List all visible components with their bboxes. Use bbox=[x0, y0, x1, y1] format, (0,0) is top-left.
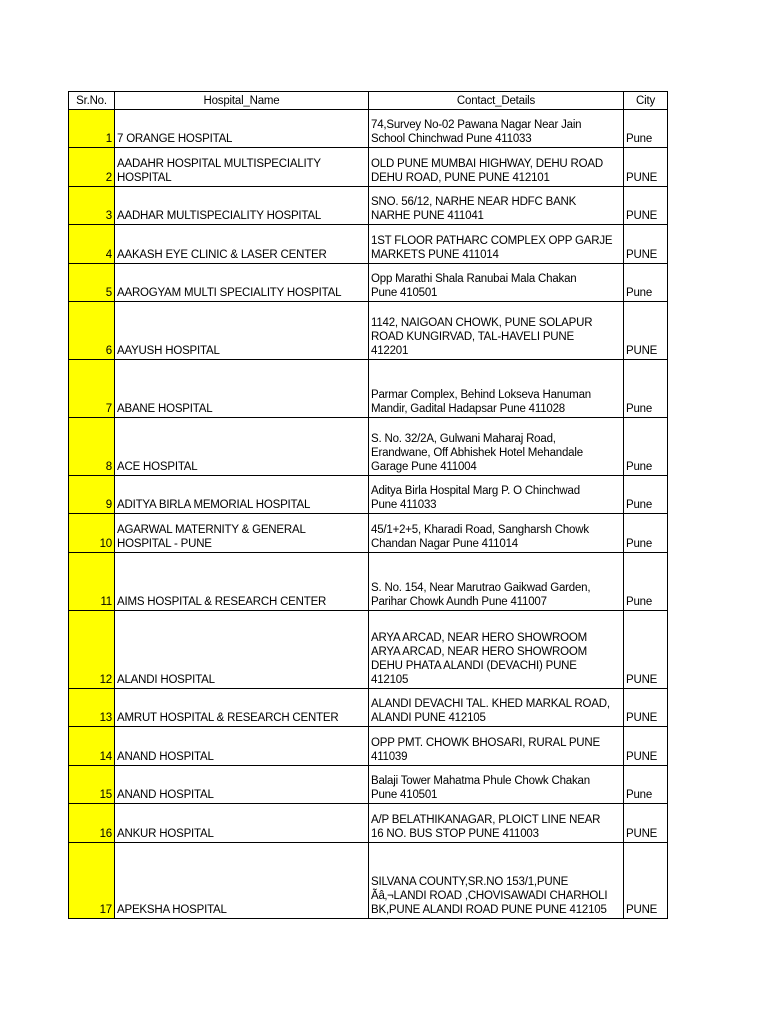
table-row bbox=[69, 727, 668, 766]
cell-contact-details[interactable] bbox=[369, 476, 624, 514]
hospital-name-line: AGARWAL MATERNITY & GENERAL bbox=[117, 524, 306, 536]
cell-hospital-name[interactable] bbox=[115, 418, 369, 476]
header-contact-details[interactable]: Contact_Details bbox=[369, 92, 624, 110]
cell-sr-no[interactable]: 3 bbox=[69, 187, 115, 225]
contact-line: ALANDI DEVACHI TAL. KHED MARKAL ROAD, bbox=[371, 698, 610, 710]
hospital-name-line: ABANE HOSPITAL bbox=[117, 403, 213, 415]
cell-sr-no[interactable]: 5 bbox=[69, 264, 115, 302]
contact-line: DEHU PHATA ALANDI (DEVACHI) PUNE bbox=[371, 660, 577, 672]
cell-city[interactable]: PUNE bbox=[624, 148, 668, 187]
table-row bbox=[69, 302, 668, 360]
cell-sr-no[interactable]: 16 bbox=[69, 804, 115, 843]
hospital-name-line: AIMS HOSPITAL & RESEARCH CENTER bbox=[117, 596, 327, 608]
contact-line: Parmar Complex, Behind Lokseva Hanuman bbox=[371, 389, 591, 401]
hospital-name-line: AAKASH EYE CLINIC & LASER CENTER bbox=[117, 249, 327, 261]
cell-contact-details[interactable] bbox=[369, 553, 624, 611]
table-row bbox=[69, 148, 668, 187]
table-row bbox=[69, 476, 668, 514]
contact-line: ALANDI PUNE 412105 bbox=[371, 712, 486, 724]
cell-hospital-name[interactable] bbox=[115, 110, 369, 148]
cell-city[interactable]: Pune bbox=[624, 766, 668, 804]
contact-line: OPP PMT. CHOWK BHOSARI, RURAL PUNE bbox=[371, 737, 600, 749]
contact-line: Mandir, Gadital Hadapsar Pune 411028 bbox=[371, 403, 565, 415]
cell-hospital-name[interactable] bbox=[115, 264, 369, 302]
table-row bbox=[69, 843, 668, 919]
contact-line: Garage Pune 411004 bbox=[371, 461, 477, 473]
cell-city[interactable]: Pune bbox=[624, 264, 668, 302]
cell-sr-no[interactable]: 7 bbox=[69, 360, 115, 418]
header-hospital-name[interactable]: Hospital_Name bbox=[115, 92, 369, 110]
cell-sr-no[interactable]: 17 bbox=[69, 843, 115, 919]
contact-line: School Chinchwad Pune 411033 bbox=[371, 133, 532, 145]
hospital-name-line: ANAND HOSPITAL bbox=[117, 789, 214, 801]
table-row bbox=[69, 225, 668, 264]
contact-line: NARHE PUNE 411041 bbox=[371, 210, 484, 222]
cell-sr-no[interactable]: 8 bbox=[69, 418, 115, 476]
hospital-name-line: HOSPITAL - PUNE bbox=[117, 538, 212, 550]
table-row bbox=[69, 514, 668, 553]
contact-line: SNO. 56/12, NARHE NEAR HDFC BANK bbox=[371, 196, 577, 208]
table-row bbox=[69, 766, 668, 804]
contact-line: Ãâ‚¬LANDI ROAD ,CHOVISAWADI CHARHOLI bbox=[371, 890, 608, 902]
hospital-name-line: 7 ORANGE HOSPITAL bbox=[117, 133, 233, 145]
cell-city[interactable]: Pune bbox=[624, 360, 668, 418]
hospital-name-line: ANAND HOSPITAL bbox=[117, 751, 214, 763]
cell-hospital-name[interactable] bbox=[115, 360, 369, 418]
hospital-name-line: AADAHR HOSPITAL MULTISPECIALITY bbox=[117, 158, 321, 170]
contact-line: 1ST FLOOR PATHARC COMPLEX OPP GARJE bbox=[371, 235, 613, 247]
table-row bbox=[69, 110, 668, 148]
cell-hospital-name[interactable] bbox=[115, 148, 369, 187]
contact-line: DEHU ROAD, PUNE PUNE 412101 bbox=[371, 172, 550, 184]
contact-line: Aditya Birla Hospital Marg P. O Chinchwad bbox=[371, 485, 580, 497]
cell-sr-no[interactable]: 12 bbox=[69, 611, 115, 689]
cell-sr-no[interactable]: 10 bbox=[69, 514, 115, 553]
cell-hospital-name[interactable] bbox=[115, 302, 369, 360]
header-sr-no[interactable]: Sr.No. bbox=[69, 92, 115, 110]
contact-line: S. No. 154, Near Marutrao Gaikwad Garden, bbox=[371, 582, 591, 594]
cell-sr-no[interactable]: 1 bbox=[69, 110, 115, 148]
cell-contact-details[interactable] bbox=[369, 418, 624, 476]
contact-line: Balaji Tower Mahatma Phule Chowk Chakan bbox=[371, 775, 590, 787]
hospital-name-line: AAYUSH HOSPITAL bbox=[117, 345, 220, 357]
cell-hospital-name[interactable] bbox=[115, 843, 369, 919]
cell-hospital-name[interactable] bbox=[115, 727, 369, 766]
contact-line: 412105 bbox=[371, 674, 409, 686]
contact-line: 411039 bbox=[371, 751, 408, 763]
cell-contact-details[interactable] bbox=[369, 264, 624, 302]
cell-city[interactable]: PUNE bbox=[624, 804, 668, 843]
table-row bbox=[69, 804, 668, 843]
cell-contact-details[interactable] bbox=[369, 689, 624, 727]
cell-city[interactable]: Pune bbox=[624, 110, 668, 148]
contact-line: ARYA ARCAD, NEAR HERO SHOWROOM bbox=[371, 646, 587, 658]
hospital-name-line: AMRUT HOSPITAL & RESEARCH CENTER bbox=[117, 712, 339, 724]
table-row bbox=[69, 611, 668, 689]
cell-sr-no[interactable]: 14 bbox=[69, 727, 115, 766]
cell-city[interactable]: PUNE bbox=[624, 843, 668, 919]
contact-line: A/P BELATHIKANAGAR, PLOICT LINE NEAR bbox=[371, 814, 601, 826]
table-row bbox=[69, 264, 668, 302]
hospital-name-line: HOSPITAL bbox=[117, 172, 172, 184]
contact-line: 16 NO. BUS STOP PUNE 411003 bbox=[371, 828, 539, 840]
cell-hospital-name[interactable] bbox=[115, 689, 369, 727]
cell-hospital-name[interactable] bbox=[115, 476, 369, 514]
table-row bbox=[69, 360, 668, 418]
cell-sr-no[interactable]: 4 bbox=[69, 225, 115, 264]
cell-sr-no[interactable]: 9 bbox=[69, 476, 115, 514]
contact-line: BK,PUNE ALANDI ROAD PUNE PUNE 412105 bbox=[371, 904, 607, 916]
cell-contact-details[interactable] bbox=[369, 225, 624, 264]
contact-line: 412201 bbox=[371, 345, 409, 357]
hospital-name-line: ALANDI HOSPITAL bbox=[117, 674, 215, 686]
cell-contact-details[interactable] bbox=[369, 360, 624, 418]
contact-line: MARKETS PUNE 411014 bbox=[371, 249, 499, 261]
contact-line: SILVANA COUNTY,SR.NO 153/1,PUNE bbox=[371, 876, 569, 888]
cell-city[interactable]: Pune bbox=[624, 553, 668, 611]
cell-contact-details[interactable] bbox=[369, 843, 624, 919]
contact-line: 1142, NAIGOAN CHOWK, PUNE SOLAPUR bbox=[371, 317, 593, 329]
contact-line: 45/1+2+5, Kharadi Road, Sangharsh Chowk bbox=[371, 524, 589, 536]
contact-line: Chandan Nagar Pune 411014 bbox=[371, 538, 518, 550]
cell-hospital-name[interactable] bbox=[115, 553, 369, 611]
header-city[interactable]: City bbox=[624, 92, 668, 110]
cell-contact-details[interactable] bbox=[369, 766, 624, 804]
cell-contact-details[interactable] bbox=[369, 611, 624, 689]
cell-hospital-name[interactable] bbox=[115, 225, 369, 264]
cell-city[interactable]: PUNE bbox=[624, 727, 668, 766]
contact-line: S. No. 32/2A, Gulwani Maharaj Road, bbox=[371, 433, 556, 445]
cell-hospital-name[interactable] bbox=[115, 514, 369, 553]
cell-hospital-name[interactable] bbox=[115, 766, 369, 804]
hospital-name-line: APEKSHA HOSPITAL bbox=[117, 904, 227, 916]
table-row bbox=[69, 689, 668, 727]
table-row bbox=[69, 553, 668, 611]
cell-city[interactable]: PUNE bbox=[624, 689, 668, 727]
cell-sr-no[interactable]: 15 bbox=[69, 766, 115, 804]
cell-city[interactable]: PUNE bbox=[624, 302, 668, 360]
cell-contact-details[interactable] bbox=[369, 110, 624, 148]
contact-line: Pune 411033 bbox=[371, 499, 437, 511]
cell-sr-no[interactable]: 13 bbox=[69, 689, 115, 727]
cell-hospital-name[interactable] bbox=[115, 611, 369, 689]
contact-line: ROAD KUNGIRVAD, TAL-HAVELI PUNE bbox=[371, 331, 574, 343]
hospital-name-line: ADITYA BIRLA MEMORIAL HOSPITAL bbox=[117, 499, 311, 511]
contact-line: Pune 410501 bbox=[371, 287, 438, 299]
table-body bbox=[69, 110, 668, 919]
cell-city[interactable]: PUNE bbox=[624, 611, 668, 689]
cell-city[interactable]: Pune bbox=[624, 514, 668, 553]
cell-city[interactable]: PUNE bbox=[624, 187, 668, 225]
hospital-table bbox=[68, 91, 668, 919]
hospital-name-line: AADHAR MULTISPECIALITY HOSPITAL bbox=[117, 210, 322, 222]
hospital-name-line: ACE HOSPITAL bbox=[117, 461, 198, 473]
cell-contact-details[interactable] bbox=[369, 804, 624, 843]
contact-line: ARYA ARCAD, NEAR HERO SHOWROOM bbox=[371, 632, 587, 644]
cell-contact-details[interactable] bbox=[369, 148, 624, 187]
cell-city[interactable]: Pune bbox=[624, 476, 668, 514]
cell-sr-no[interactable]: 11 bbox=[69, 553, 115, 611]
cell-sr-no[interactable]: 2 bbox=[69, 148, 115, 187]
hospital-name-line: ANKUR HOSPITAL bbox=[117, 828, 214, 840]
contact-line: Parihar Chowk Aundh Pune 411007 bbox=[371, 596, 547, 608]
cell-contact-details[interactable] bbox=[369, 302, 624, 360]
cell-city[interactable]: PUNE bbox=[624, 225, 668, 264]
header-row bbox=[69, 92, 668, 110]
cell-hospital-name[interactable] bbox=[115, 804, 369, 843]
hospital-name-line: AAROGYAM MULTI SPECIALITY HOSPITAL bbox=[117, 287, 342, 299]
cell-city[interactable]: Pune bbox=[624, 418, 668, 476]
cell-contact-details[interactable] bbox=[369, 514, 624, 553]
contact-line: 74,Survey No-02 Pawana Nagar Near Jain bbox=[371, 119, 582, 131]
table-row bbox=[69, 187, 668, 225]
cell-sr-no[interactable]: 6 bbox=[69, 302, 115, 360]
contact-line: Opp Marathi Shala Ranubai Mala Chakan bbox=[371, 273, 577, 285]
cell-hospital-name[interactable] bbox=[115, 187, 369, 225]
contact-line: Pune 410501 bbox=[371, 789, 438, 801]
table-row bbox=[69, 418, 668, 476]
contact-line: OLD PUNE MUMBAI HIGHWAY, DEHU ROAD bbox=[371, 158, 603, 170]
contact-line: Erandwane, Off Abhishek Hotel Mehandale bbox=[371, 447, 583, 459]
cell-contact-details[interactable] bbox=[369, 727, 624, 766]
cell-contact-details[interactable] bbox=[369, 187, 624, 225]
